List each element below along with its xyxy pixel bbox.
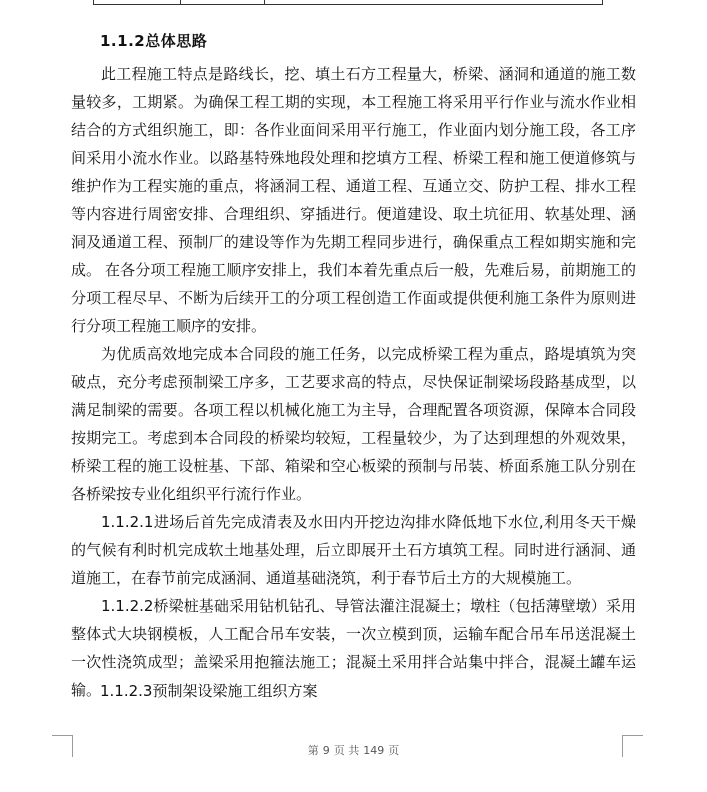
section-heading: 1.1.2总体思路 [100,32,208,50]
table-divider [180,0,181,4]
table-remnant [93,0,603,5]
corner-mark-right [622,735,643,736]
paragraph-2: 在各分项工程施工顺序安排上，我们本着先重点后一般，先难后易，前期施工的分项工程尽早、不断为后续开工的分项工程创造工作面或提供便利施工条件为原则进行分项工程施工顺序的安排。 [71,261,636,335]
paragraph-3: 为优质高效地完成本合同段的施工任务，以完成桥梁工程为重点，路堤填筑为突破点，充分考虑预制梁工序多，工艺要求高的特点，尽快保证制梁场段路基成型，以满足制梁的需要。各项工程以机械化施工为主导，合理配置各项资源，保障本合同段按期完工。考虑到本合同段的桥梁均较短，工程量较少，为了达到理想的外观效果，桥梁工程的施工设桩基、下部、箱梁和空心板梁的预制与吊装、桥面系施工队分别在各桥梁按专业化组织平行流行作业。 [71,345,636,503]
paragraph-4: 1.1.2.1进场后首先完成清表及水田内开挖边沟排水降低地下水位,利用冬天干燥的气候有利时机完成软土地基处理，后立即展开土石方填筑工程。同时进行涵洞、通道施工，在春节前完成涵洞、通道基础浇筑，利于春节后土方的大规模施工。 [71,513,636,587]
footer-prefix: 第 [307,744,319,757]
footer-total-pages: 149 [363,744,385,757]
footer-mid: 页 共 [333,744,360,757]
page-footer [0,742,707,758]
subsection-heading: 1.1.2.3预制架设梁施工组织方案 [100,682,318,700]
corner-mark-left [52,735,73,736]
paragraph-1: 此工程施工特点是路线长，挖、填土石方工程量大，桥梁、涵洞和通道的施工数量较多，工期紧。为确保工程工期的实现，本工程施工将采用平行作业与流水作业相结合的方式组织施工，即：各作业面间采用平行施工，作业面内划分施工段，各工序间采用小流水作业。以路基特殊地段处理和挖填方工程、桥梁工程和施工便道修筑与维护作为工程实施的重点，将涵洞工程、通道工程、互通立交、防护工程、排水工程等内容进行周密安排、合理组织、穿插进行。便道建设、取土坑征用、软基处理、涵洞及通道工程、预制厂的建设等作为先期工程同步进行，确保重点工程如期实施和完成。 [71,65,636,279]
footer-page-number: 9 [322,744,330,757]
table-divider [264,0,265,4]
paragraph-5: 1.1.2.2桥梁桩基础采用钻机钻孔、导管法灌注混凝土；墩柱（包括薄壁墩）采用整体式大块钢模板，人工配合吊车安装，一次立模到顶，运输车配合吊车吊送混凝土一次性浇筑成型；盖梁采用抱箍法施工；混凝土采用拌合站集中拌合，混凝土罐车运输。 [71,597,636,699]
footer-suffix: 页 [388,744,400,757]
